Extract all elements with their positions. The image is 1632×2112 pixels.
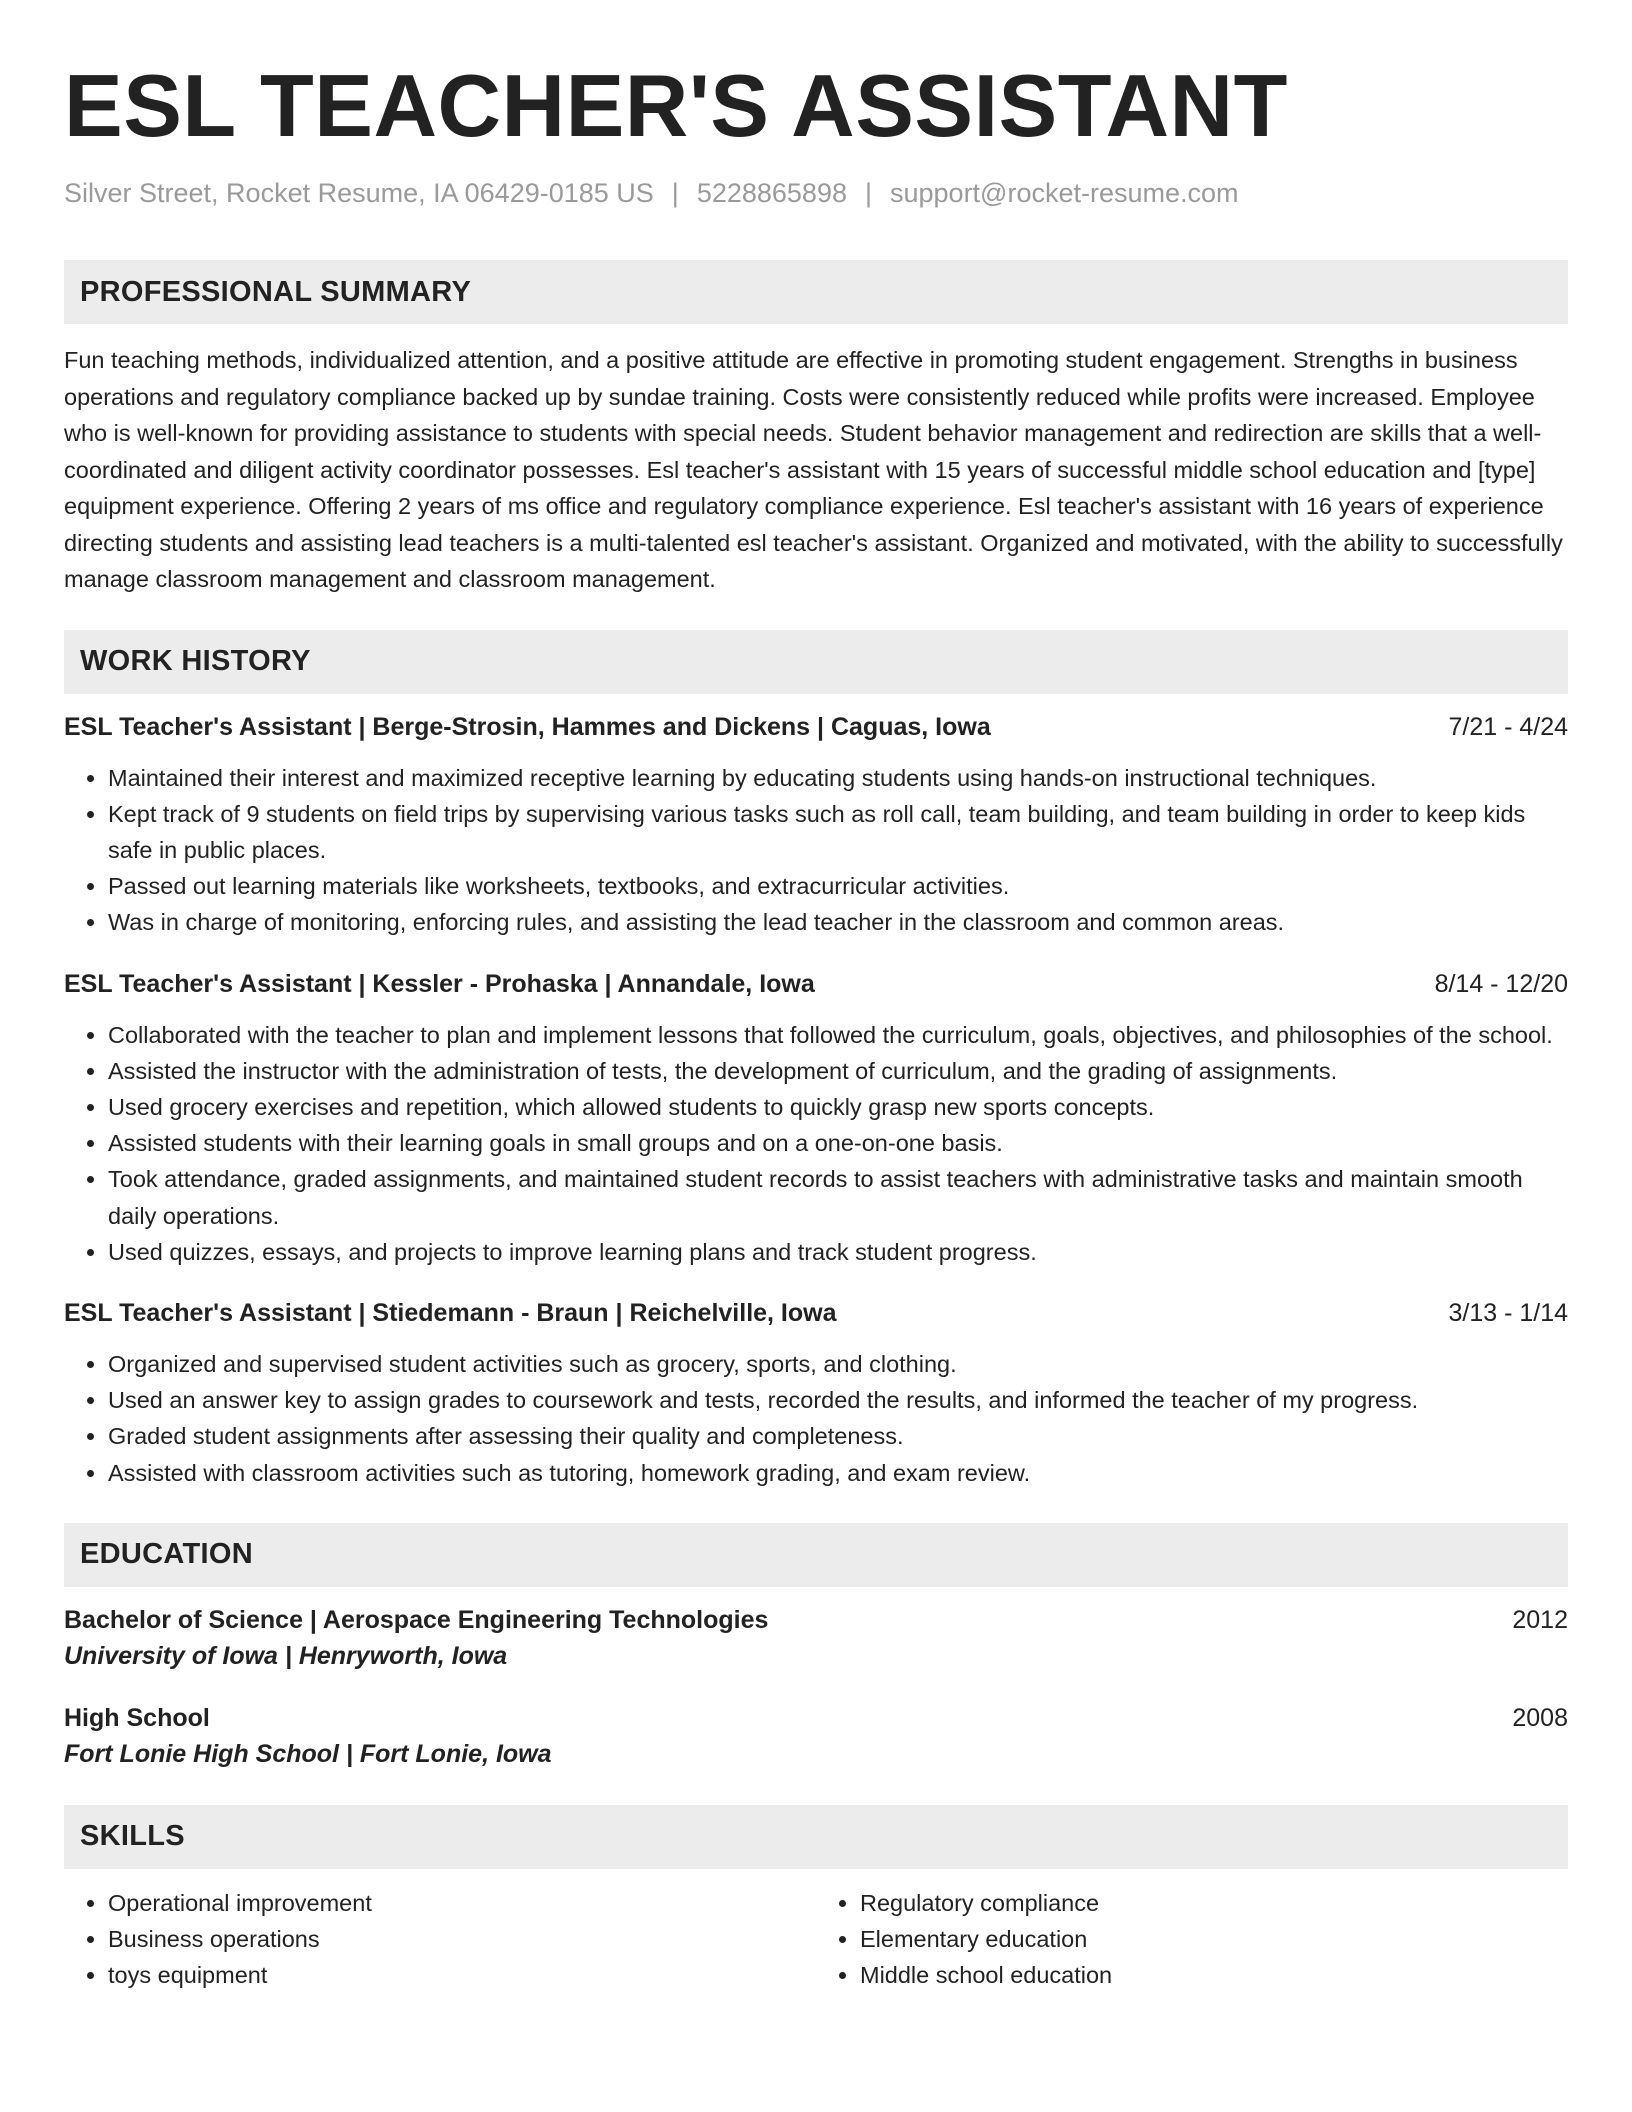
- job-bullet: • Was in charge of monitoring, enforcing rules, and assisting the lead teacher in the classroom and common areas.: [108, 904, 1568, 940]
- contact-address: Silver Street, Rocket Resume, IA 06429-0185 US: [64, 178, 654, 208]
- job-bullet: • Used grocery exercises and repetition, which allowed students to quickly grasp new sports concepts.: [108, 1089, 1568, 1125]
- education-row: [64, 1701, 1568, 1735]
- job-bullet: • Passed out learning materials like worksheets, textbooks, and extracurricular activities.: [108, 868, 1568, 904]
- education-degree: Bachelor of Science | Aerospace Engineering Technologies: [64, 1605, 769, 1634]
- skills-heading: SKILLS: [80, 1820, 185, 1853]
- education-entry: [64, 1603, 1568, 1675]
- job-bullet: • Graded student assignments after assessing their quality and completeness.: [108, 1418, 1568, 1454]
- education-school: Fort Lonie High School | Fort Lonie, Iowa: [64, 1739, 552, 1768]
- job-bullet: • Collaborated with the teacher to plan and implement lessons that followed the curriculum, goals, objectives, and philosophies of the school.: [108, 1017, 1568, 1053]
- job-entry: [64, 710, 1568, 941]
- skill-item: • Regulatory compliance: [860, 1885, 1568, 1921]
- summary-section-header: [64, 260, 1568, 324]
- job-dates: 8/14 - 12/20: [1434, 969, 1568, 998]
- job-bullet: • Maintained their interest and maximized receptive learning by educating students using hands-on instructional techniques.: [108, 760, 1568, 796]
- job-bullets: [64, 1346, 1568, 1491]
- job-title: ESL Teacher's Assistant | Stiedemann - Braun | Reichelville, Iowa: [64, 1298, 837, 1327]
- education-section-header: [64, 1523, 1568, 1587]
- skills-column-left: [64, 1885, 816, 1994]
- job-entry: [64, 967, 1568, 1270]
- work-section-header: [64, 630, 1568, 694]
- skill-item: • Business operations: [108, 1921, 816, 1957]
- job-bullets: [64, 760, 1568, 941]
- work-heading: WORK HISTORY: [80, 645, 311, 677]
- job-title-row: [64, 1296, 1568, 1330]
- job-entry: [64, 1296, 1568, 1491]
- job-bullets: [64, 1017, 1568, 1270]
- skills-column-right: [816, 1885, 1568, 1994]
- summary-text: Fun teaching methods, individualized attention, and a positive attitude are effective in promoting student engagement. Strengths in business operations and regulatory compliance backed up by sundae training. Costs were consistently reduced while profits were increased. Employee who is well-known for providing assistance to students with special needs. Student behavior management and redirection are skills that a well-coordinated and diligent activity coordinator possesses. Esl teacher's assistant with 15 years of successful middle school education and [type] equipment experience. Offering 2 years of ms office and regulatory compliance experience. Esl teacher's assistant with 16 years of experience directing students and assisting lead teachers is a multi-talented esl teacher's assistant. Organized and motivated, with the ability to successfully manage classroom management and classroom management.: [64, 347, 1563, 592]
- contact-separator: |: [671, 178, 679, 208]
- education-school: University of Iowa | Henryworth, Iowa: [64, 1641, 508, 1670]
- job-dates: 3/13 - 1/14: [1448, 1298, 1568, 1327]
- job-bullet: • Used an answer key to assign grades to coursework and tests, recorded the results, and informed the teacher of my progress.: [108, 1382, 1568, 1418]
- job-title-row: [64, 710, 1568, 744]
- skills-section-header: [64, 1805, 1568, 1869]
- job-bullet: • Organized and supervised student activities such as grocery, sports, and clothing.: [108, 1346, 1568, 1382]
- job-bullet: • Used quizzes, essays, and projects to improve learning plans and track student progress.: [108, 1234, 1568, 1270]
- summary-heading: PROFESSIONAL SUMMARY: [80, 275, 472, 308]
- education-heading: EDUCATION: [80, 1538, 253, 1571]
- education-degree: High School: [64, 1703, 210, 1732]
- job-title: ESL Teacher's Assistant | Kessler - Prohaska | Annandale, Iowa: [64, 969, 815, 998]
- skill-item: • toys equipment: [108, 1957, 816, 1993]
- candidate-title: ESL TEACHER'S ASSISTANT: [64, 56, 1288, 155]
- skill-item: • Elementary education: [860, 1921, 1568, 1957]
- job-bullet: • Assisted students with their learning goals in small groups and on a one-on-one basis.: [108, 1125, 1568, 1161]
- job-bullet: • Kept track of 9 students on field trips by supervising various tasks such as roll call, team building, and team building in order to keep kids safe in public places.: [108, 796, 1568, 868]
- contact-phone: 5228865898: [696, 178, 847, 208]
- job-dates: 7/21 - 4/24: [1448, 712, 1568, 741]
- education-year: 2012: [1512, 1605, 1568, 1634]
- job-title-row: [64, 967, 1568, 1001]
- education-row: [64, 1603, 1568, 1637]
- skill-item: • Middle school education: [860, 1957, 1568, 1993]
- education-entry: [64, 1701, 1568, 1773]
- contact-line: [64, 176, 1568, 210]
- job-bullet: • Assisted the instructor with the administration of tests, the development of curriculum, and the grading of assignments.: [108, 1053, 1568, 1089]
- job-bullet: • Took attendance, graded assignments, and maintained student records to assist teachers with administrative tasks and maintain smooth daily operations.: [108, 1161, 1568, 1233]
- skill-item: • Operational improvement: [108, 1885, 816, 1921]
- job-bullet: • Assisted with classroom activities such as tutoring, homework grading, and exam review.: [108, 1455, 1568, 1491]
- contact-separator: |: [864, 178, 872, 208]
- education-year: 2008: [1512, 1703, 1568, 1732]
- skills-list: [64, 1885, 1568, 1994]
- contact-email: support@rocket-resume.com: [890, 178, 1239, 208]
- job-title: ESL Teacher's Assistant | Berge-Strosin, Hammes and Dickens | Caguas, Iowa: [64, 712, 991, 741]
